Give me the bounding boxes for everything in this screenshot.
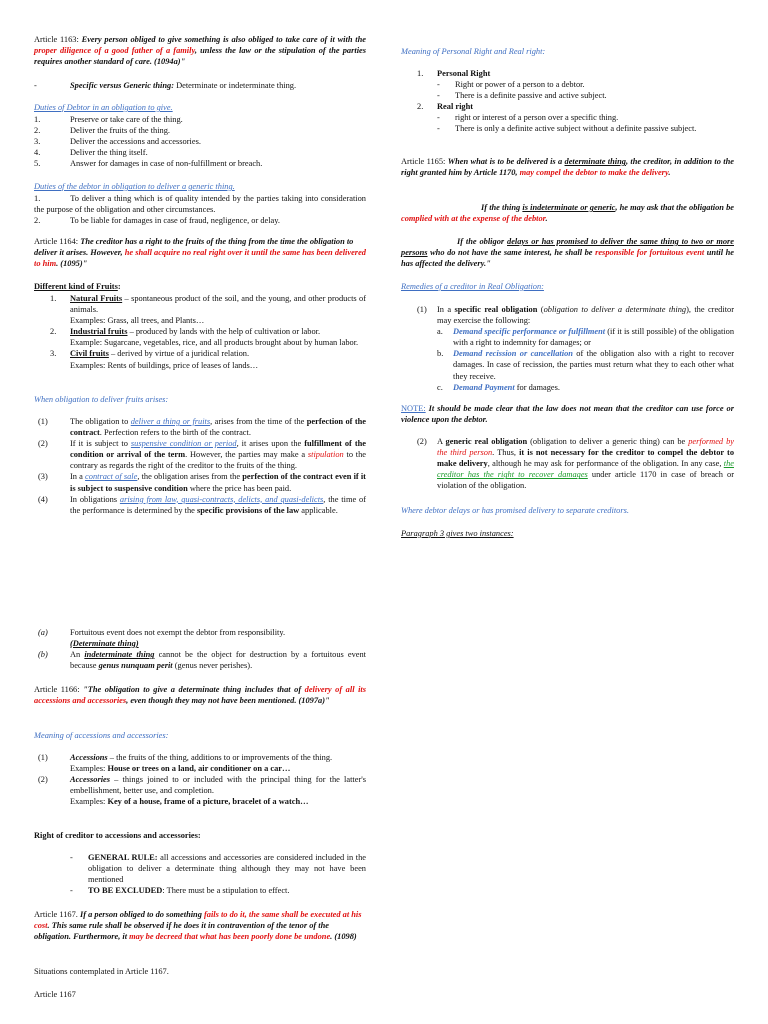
list-item: 3. Deliver the accessions and accessories. xyxy=(34,137,201,147)
meaning-pr-heading: Meaning of Personal Right and Real right: xyxy=(401,47,546,56)
where-heading: Where debtor delays or has promised delivery to separate creditors. xyxy=(401,506,629,515)
duties-generic-list xyxy=(34,193,366,226)
article-1166: Article 1166: "The obligation to give a determinate thing includes that of delivery of all its accessions and accessories, even though they may not have been mentioned. (1097a)" xyxy=(34,685,366,706)
list-item: b. Demand recission or cancellation of the obligation also with a right to recover damages. In case of recission, the parties must return what they to each other what they receive. xyxy=(437,349,734,381)
remedies-heading: Remedies of a creditor in Real Obligation: xyxy=(401,282,544,291)
fruits-list xyxy=(34,293,366,371)
article-1167-footer: Article 1167 xyxy=(34,990,76,999)
list-item: 1. Personal Right xyxy=(417,69,491,78)
article-1164: Article 1164: The creditor has a right to the fruits of the thing from the time the obligation to deliver it arises. However, he shall acquire no real right over it until the same has been delivered to him. (1095)" xyxy=(34,237,366,269)
list-item: (a) Fortuitous event does not exempt the debtor from responsibility. (Determinate thing) xyxy=(38,628,286,649)
paragraph-3-text: Paragraph 3 gives two instances: xyxy=(401,529,514,538)
obligor-paragraph: If the obligor delays or has promised to deliver the same thing to two or more persons who do not have the same interest, he shall be responsible for fortuitous event until he has affected the delivery." xyxy=(401,237,734,269)
specific-vs-generic: - Specific versus Generic thing: Determinate or indeterminate thing. xyxy=(34,81,297,90)
right-creditor-heading: Right of creditor to accessions and accessories: xyxy=(34,831,201,840)
when-heading: When obligation to deliver fruits arises: xyxy=(34,395,169,404)
meaning-acc-heading: Meaning of accessions and accessories: xyxy=(34,731,169,740)
list-item: 1. Preserve or take care of the thing. xyxy=(34,115,183,124)
list-item: - Right or power of a person to a debtor. xyxy=(437,80,585,90)
list-item: 1. To deliver a thing which is of quality intended by the parties taking into consideration the purpose of the obligation and other circumstances. xyxy=(34,194,366,215)
list-item: 2. Deliver the fruits of the thing. xyxy=(34,126,171,136)
list-item: (1) In a specific real obligation (obligation to deliver a determinate thing), the creditor may exercise the following: xyxy=(417,305,734,326)
note-paragraph: NOTE: It should be made clear that the law does not mean that the creditor can use force or violence upon the debtor. xyxy=(401,404,734,425)
list-item: a. Demand specific performance or fulfillment (if it is still possible) of the obligation with a right to indemnity for damages; or xyxy=(437,327,735,348)
duties-give-list xyxy=(34,114,366,169)
duties-generic-heading: Duties of the debtor in obligation to deliver a generic thing. xyxy=(34,182,235,191)
list-item: c. Demand Payment for damages. xyxy=(437,382,561,392)
list-item: - There is a definite passive and active subject. xyxy=(437,91,607,101)
right-creditor-list xyxy=(34,852,366,896)
list-item: (2) Accessories – things joined to or included with the principal thing for the latter's embellishment, better use, and completion. Examples: Key of a house, frame of a picture, bracelet of a watch… xyxy=(38,775,366,807)
list-item: 3. Civil fruits – derived by virtue of a juridical relation. Examples: Rents of buildings, price of leases of lands… xyxy=(50,349,259,370)
list-item: 1. Natural Fruits – spontaneous product of the soil, and the young, and other products of animals. Examples: Grass, all trees, and Plants… xyxy=(50,294,366,326)
article-1163-lead: Article 1163: xyxy=(34,35,82,44)
when-list xyxy=(34,416,366,516)
duties-give-heading: Duties of Debtor in an obligation to give. xyxy=(34,103,173,112)
meaning-pr-list xyxy=(401,68,734,135)
list-item: 2. To be liable for damages in case of fraud, negligence, or delay. xyxy=(34,216,281,226)
situations-text: Situations contemplated in Article 1167. xyxy=(34,967,169,976)
list-item: 4. Deliver the thing itself. xyxy=(34,148,148,158)
list-item: - There is only a definite active subject without a definite passive subject. xyxy=(437,124,697,134)
remedies-list xyxy=(401,304,734,393)
article-1165: Article 1165: When what is to be delivered is a determinate thing, the creditor, in addition to the right granted him by Article 1170, may compel the debtor to make the delivery. xyxy=(401,157,734,178)
article-1163: Article 1163: Every person obliged to give something is also obliged to take care of it with the proper diligence of a good father of a family, unless the law or the stipulation of the parties requires another standard of care. (1094a)" xyxy=(34,35,367,67)
list-item: (2) If it is subject to suspensive condition or period, it arises upon the fulfillment of the condition or arrival of the term. However, the parties may make a stipulation to the contrary as regards the right of the creditor to the fruits of the thing. xyxy=(38,439,367,471)
generic-obligation xyxy=(401,436,734,491)
fortuitous-list xyxy=(34,627,366,671)
list-item: (1) Accessions – the fruits of the thing, additions to or improvements of the thing. Examples: House or trees on a land, air conditioner on a car… xyxy=(38,753,333,774)
indeterminate-paragraph: If the thing is indeterminate or generic, he may ask that the obligation be complied with at the expense of the debtor. xyxy=(401,203,734,224)
list-item: 2. Industrial fruits – produced by lands with the help of cultivation or labor. Example: Sugarcane, vegetables, rice, and all products brought about by human labor. xyxy=(50,327,359,348)
fruits-heading: Different kind of Fruits: xyxy=(34,282,121,291)
list-item: 2. Real right xyxy=(417,102,474,112)
meaning-acc-list xyxy=(34,752,366,807)
list-item: (b) An indeterminate thing cannot be the object for destruction by a fortuitous event because genus nunquam perit (genus never perishes). xyxy=(38,650,366,671)
article-1167: Article 1167. If a person obliged to do something fails to do it, the same shall be executed at his cost. This same rule shall be observed if he does it in contravention of the tenor of the obligation. Furthermore, it may be decreed that what has been poorly done be undone. (1098) xyxy=(34,910,362,942)
list-item: (2) A generic real obligation (obligation to deliver a generic thing) can be performed by the third person. Thus, it is not necessary for the creditor to compel the debtor to make delivery, although he may ask for performance of the obligation. In any case, the creditor has the right to recover damages under article 1170 in case of breach or violation of the obligation. xyxy=(417,437,735,491)
list-item: (4) In obligations arising from law, quasi-contracts, delicts, and quasi-delicts, the time of the performance is determined by the specific provisions of the law applicable. xyxy=(38,494,366,515)
list-item: - GENERAL RULE: all accessions and accessories are considered included in the obligation to deliver a determinate thing although they may not have been mentioned xyxy=(70,853,366,885)
list-item: (1) The obligation to deliver a thing or fruits, arises from the time of the perfection of the contract. Perfection refers to the birth of the contract. xyxy=(38,417,366,438)
list-item: - TO BE EXCLUDED: There must be a stipulation to effect. xyxy=(70,886,290,896)
list-item: (3) In a contract of sale, the obligation arises from the perfection of the contract even if it is subject to suspensive condition where the price has been paid. xyxy=(38,472,366,493)
list-item: 5. Answer for damages in case of non-fulfillment or breach. xyxy=(34,159,263,169)
list-item: - right or interest of a person over a specific thing. xyxy=(437,113,619,123)
